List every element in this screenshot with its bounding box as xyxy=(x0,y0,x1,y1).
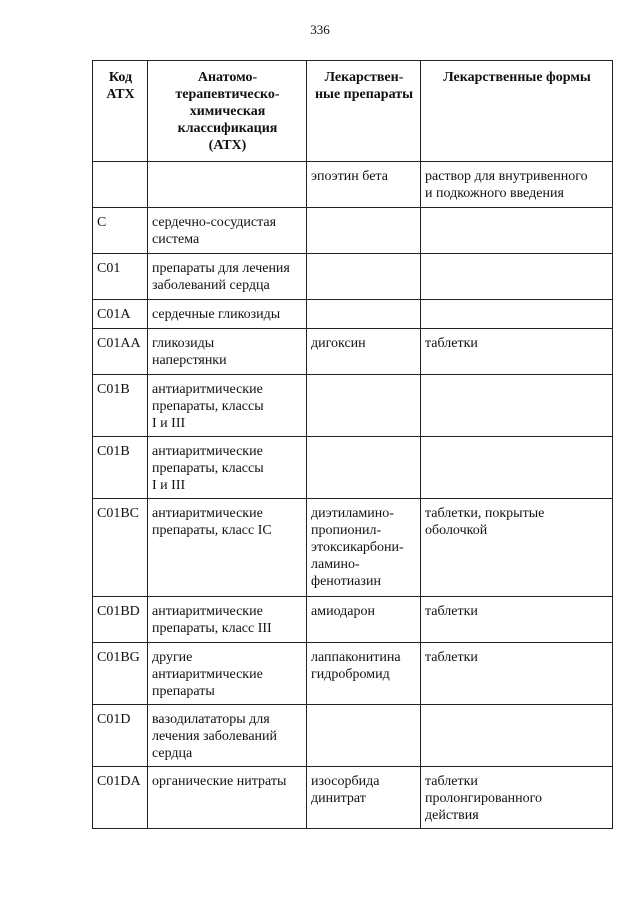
code-cell-line: C01D xyxy=(97,712,131,727)
classification-cell-line: антиаритмические xyxy=(152,506,263,521)
header-line: Лекарствен- xyxy=(324,70,404,85)
header-line: химическая xyxy=(189,104,266,119)
drug-cell-line: этоксикарбони- xyxy=(311,540,404,555)
form-cell xyxy=(421,254,613,300)
table-row xyxy=(93,300,613,329)
form-cell xyxy=(421,375,613,437)
table-row xyxy=(93,162,613,208)
code-cell-line: C01BD xyxy=(97,604,140,619)
code-cell-line: C xyxy=(97,215,107,230)
code-cell-line: C01A xyxy=(97,307,131,322)
page-number: 336 xyxy=(310,22,330,37)
header-line: (АТХ) xyxy=(208,138,247,153)
form-cell-line: оболочкой xyxy=(425,523,488,538)
form-cell xyxy=(421,208,613,254)
classification-cell-line: препараты, класс III xyxy=(152,621,272,636)
classification-cell-line: препараты, классы xyxy=(152,399,264,414)
drug-cell-line: гидробромид xyxy=(311,667,390,682)
drug-cell-line: ламино- xyxy=(311,557,360,572)
classification-cell xyxy=(148,162,307,208)
classification-cell-line: заболеваний сердца xyxy=(152,278,270,293)
code-cell-line: C01DA xyxy=(97,774,141,789)
classification-cell-line: препараты, классы xyxy=(152,461,264,476)
classification-cell-line: другие xyxy=(152,650,193,665)
code-cell xyxy=(93,437,148,499)
classification-cell-line: гликозиды xyxy=(152,336,215,351)
form-cell-line: и подкожного введения xyxy=(425,186,564,201)
drug-cell xyxy=(307,162,421,208)
form-cell xyxy=(421,705,613,767)
drug-cell-line: дигоксин xyxy=(311,336,366,351)
drug-cell-line: пропионил- xyxy=(311,523,382,538)
classification-cell-line: наперстянки xyxy=(152,353,227,368)
header-line: Анатомо- xyxy=(197,70,258,85)
drug-cell-line: динитрат xyxy=(311,791,366,806)
drug-cell xyxy=(307,329,421,375)
classification-cell-line: I и III xyxy=(152,478,186,493)
classification-cell-line: органические нитраты xyxy=(152,774,287,789)
code-cell xyxy=(93,300,148,329)
classification-cell xyxy=(148,499,307,597)
classification-cell xyxy=(148,705,307,767)
header-drugs xyxy=(307,61,421,162)
code-cell xyxy=(93,254,148,300)
table-row xyxy=(93,254,613,300)
code-cell xyxy=(93,499,148,597)
form-cell xyxy=(421,643,613,705)
drug-cell-line: лаппаконитина xyxy=(311,650,401,665)
form-cell xyxy=(421,329,613,375)
form-cell-line: таблетки xyxy=(425,650,478,665)
drug-cell-line: эпоэтин бета xyxy=(311,169,388,184)
form-cell xyxy=(421,162,613,208)
code-cell-line: C01B xyxy=(97,444,130,459)
form-cell xyxy=(421,597,613,643)
drug-cell xyxy=(307,300,421,329)
table-row xyxy=(93,329,613,375)
table-row xyxy=(93,437,613,499)
classification-cell-line: система xyxy=(152,232,200,247)
form-cell-line: таблетки xyxy=(425,604,478,619)
code-cell xyxy=(93,329,148,375)
classification-cell-line: лечения заболеваний xyxy=(152,729,278,744)
drug-cell xyxy=(307,643,421,705)
classification-cell xyxy=(148,208,307,254)
code-cell xyxy=(93,162,148,208)
header-line: ные препараты xyxy=(314,87,414,102)
header-line: АТХ xyxy=(106,87,135,102)
header-line: терапевтическо- xyxy=(175,87,280,102)
table-row xyxy=(93,597,613,643)
drug-cell xyxy=(307,254,421,300)
form-cell-line: таблетки xyxy=(425,774,478,789)
code-cell xyxy=(93,705,148,767)
table-header xyxy=(93,61,613,162)
classification-cell-line: антиаритмические xyxy=(152,667,263,682)
drug-cell xyxy=(307,767,421,829)
code-cell-line: C01B xyxy=(97,382,130,397)
table-body xyxy=(93,162,613,829)
table-row xyxy=(93,705,613,767)
table-row xyxy=(93,208,613,254)
classification-cell xyxy=(148,375,307,437)
code-cell-line: C01AA xyxy=(97,336,141,351)
drug-cell-line: фенотиазин xyxy=(311,574,381,589)
classification-cell xyxy=(148,597,307,643)
drug-cell xyxy=(307,499,421,597)
classification-cell xyxy=(148,767,307,829)
classification-cell xyxy=(148,437,307,499)
classification-cell-line: сердечные гликозиды xyxy=(152,307,281,322)
classification-cell-line: антиаритмические xyxy=(152,382,263,397)
header-line: классификация xyxy=(177,121,278,136)
code-cell xyxy=(93,643,148,705)
classification-cell xyxy=(148,254,307,300)
form-cell xyxy=(421,499,613,597)
classification-cell-line: сердца xyxy=(152,746,193,761)
classification-cell xyxy=(148,300,307,329)
atx-table xyxy=(92,60,613,829)
classification-cell-line: антиаритмические xyxy=(152,444,263,459)
table-row xyxy=(93,643,613,705)
code-cell-line: C01 xyxy=(97,261,121,276)
classification-cell xyxy=(148,643,307,705)
drug-cell xyxy=(307,597,421,643)
form-cell-line: таблетки, покрытые xyxy=(425,506,545,521)
code-cell xyxy=(93,767,148,829)
code-cell xyxy=(93,375,148,437)
form-cell-line: пролонгированного xyxy=(425,791,543,806)
header-classification xyxy=(148,61,307,162)
form-cell xyxy=(421,300,613,329)
classification-cell-line: препараты для лечения xyxy=(152,261,290,276)
classification-cell-line: сердечно-сосудистая xyxy=(152,215,277,230)
classification-cell-line: препараты xyxy=(152,684,215,699)
drug-cell xyxy=(307,208,421,254)
form-cell xyxy=(421,767,613,829)
classification-cell-line: антиаритмические xyxy=(152,604,263,619)
form-cell-line: действия xyxy=(425,808,479,823)
code-cell-line: C01BG xyxy=(97,650,140,665)
classification-cell xyxy=(148,329,307,375)
classification-cell-line: I и III xyxy=(152,416,186,431)
drug-cell xyxy=(307,437,421,499)
classification-cell-line: препараты, класс IC xyxy=(152,523,272,538)
table-row xyxy=(93,375,613,437)
drug-cell-line: диэтиламино- xyxy=(311,506,394,521)
drug-cell xyxy=(307,705,421,767)
table-row xyxy=(93,767,613,829)
header-line: Лекарственные формы xyxy=(443,70,591,85)
form-cell xyxy=(421,437,613,499)
code-cell-line: C01BC xyxy=(97,506,140,521)
code-cell xyxy=(93,597,148,643)
header-forms xyxy=(421,61,613,162)
header-row xyxy=(93,61,613,162)
classification-cell-line: вазодилататоры для xyxy=(152,712,270,727)
header-line: Код xyxy=(108,70,133,85)
form-cell-line: раствор для внутривенного xyxy=(425,169,588,184)
drug-cell-line: изосорбида xyxy=(311,774,380,789)
drug-cell-line: амиодарон xyxy=(311,604,375,619)
drug-cell xyxy=(307,375,421,437)
code-cell xyxy=(93,208,148,254)
header-code xyxy=(93,61,148,162)
form-cell-line: таблетки xyxy=(425,336,478,351)
table-row xyxy=(93,499,613,597)
